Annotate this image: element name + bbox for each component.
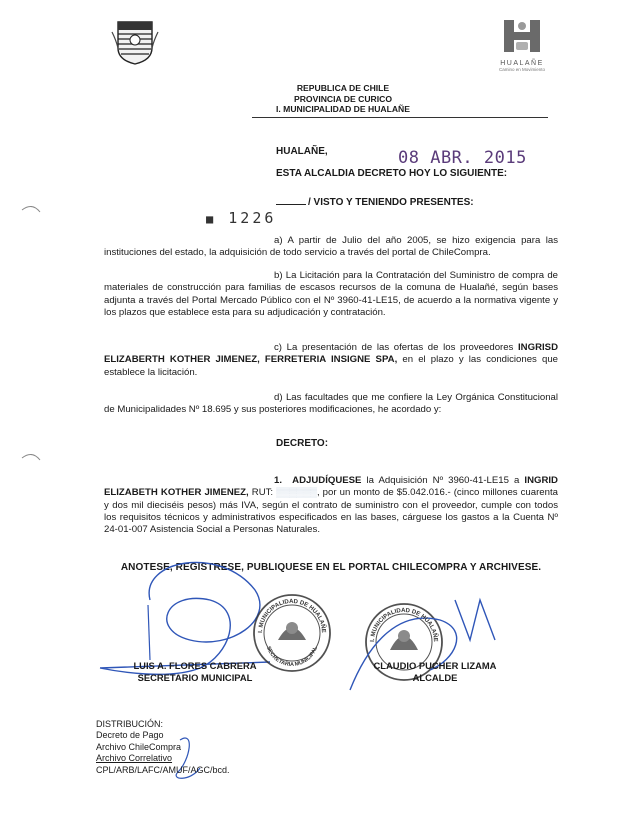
paragraph-d-text: d) Las facultades que me confiere la Ley Orgánica Constitucional de Municipalidades Nº 18.695 y sus posteriores modificaciones, he acordado y: xyxy=(104,392,558,416)
redaction-mark: ▒▒▒▒▒▒ xyxy=(276,487,317,499)
svg-text:SECRETARIA MUNICIPAL xyxy=(265,645,319,668)
paragraph-b-text: b) La Licitación para la Contratación del Suministro de compra de materiales de construcción para familias de escasos recursos de la comuna de Hualañé, según bases adjunta a través del Portal Mercado Público con el Nº 3960-41-LE15, de acuerdo a la normativa vigente y los plazos que establece esta para su adjudicación y contratación. xyxy=(104,270,558,318)
closing-formula: ANOTESE, REGISTRESE, PUBLIQUESE EN EL PORTAL CHILECOMPRA Y ARCHIVESE. xyxy=(120,562,542,573)
mayor-name: CLAUDIO PUCHER LIZAMA xyxy=(373,660,497,671)
decreto-heading: DECRETO: xyxy=(276,438,329,449)
place-label: HUALAÑE, xyxy=(276,146,328,157)
resolution-paragraph xyxy=(104,475,558,536)
awardee-name: INGRID ELIZABETH KOTHER JIMENEZ, xyxy=(104,475,558,499)
visto-blank-line xyxy=(276,195,306,205)
resolution-line1: la Adquisición Nº 3960-41-LE15 a xyxy=(366,475,520,486)
distribution-item: Archivo ChileCompra xyxy=(96,741,182,752)
secretary-name: LUIS A. FLORES CABRERA xyxy=(133,660,257,671)
number-mark-icon: ■ xyxy=(206,212,217,226)
mayor-role: ALCALDE xyxy=(412,672,458,683)
svg-text:I. MUNICIPALIDAD DE HUALAÑE xyxy=(258,599,327,633)
paragraph-c-text xyxy=(104,342,558,379)
hualane-h-icon xyxy=(500,18,544,54)
resolution-verb: ADJUDÍQUESE xyxy=(292,475,362,486)
distribution-item: Archivo Correlativo xyxy=(96,753,173,764)
header-line-province: PROVINCIA DE CURICO xyxy=(293,93,393,104)
resolution-number: 1. xyxy=(274,475,283,486)
left-signature-scribble xyxy=(100,562,270,674)
right-seal-top-text: I. MUNICIPALIDAD DE HUALAÑE xyxy=(369,607,439,643)
header-line-municipality: I. MUNICIPALIDAD DE HUALAÑE xyxy=(276,104,410,114)
logo-tagline: Camino en Movimiento xyxy=(498,67,546,72)
svg-text:I. MUNICIPALIDAD DE HUALAÑE xyxy=(370,608,439,642)
paragraph-a xyxy=(104,235,558,260)
left-seal-bottom-text: SECRETARIA MUNICIPAL xyxy=(265,645,319,669)
left-seal-top-text: I. MUNICIPALIDAD DE HUALAÑE xyxy=(257,598,327,634)
left-signature-stroke xyxy=(148,605,150,660)
paragraph-d xyxy=(104,392,558,417)
distribution-title: DISTRIBUCIÓN: xyxy=(96,719,164,729)
decree-number xyxy=(206,209,276,227)
paragraph-c-prefix: c) La presentación de las ofertas de los proveedores xyxy=(274,342,514,353)
paragraph-c xyxy=(104,342,558,379)
header-line-republic: REPUBLICA DE CHILE xyxy=(296,83,390,93)
signatory-mayor xyxy=(360,660,510,684)
logo-name: HUALAÑE xyxy=(500,60,544,67)
distribution-item: CPL/ARB/LAFC/AMUF/AGC/bcd. xyxy=(96,764,230,775)
distribution-list xyxy=(96,719,230,776)
paragraph-b xyxy=(104,270,558,319)
secretary-role: SECRETARIO MUNICIPAL xyxy=(137,672,253,683)
decree-intro: ESTA ALCALDIA DECRETO HOY LO SIGUIENTE: xyxy=(276,168,508,179)
resolution-rest: , por un monto de $5.042.016.- (cinco millones cuarenta y dos mil dieciséis pesos) más IVA, según el contrato de suministro con el proveedor, cumple con todos los requisitos técnicos y administrativos especificados en las bases, cárguese los gastos a la Cuenta Nº 24-01-007 Asistencia Social a Personas Naturales. xyxy=(104,487,558,536)
municipal-crest-logo xyxy=(110,18,160,66)
hualane-brand-logo xyxy=(492,18,552,80)
rut-label: RUT: xyxy=(251,487,274,499)
date-stamp: 08 ABR. 2015 xyxy=(398,148,527,168)
signatory-secretary xyxy=(120,660,270,684)
visto-heading xyxy=(276,195,474,208)
resolution-text xyxy=(104,475,558,536)
paragraph-a-text: a) A partir de Julio del año 2005, se hizo exigencia para las instituciones del estado, la adquisición de todo servicio a través del portal de ChileCompra. xyxy=(104,235,558,259)
header-divider xyxy=(252,117,548,118)
institution-header xyxy=(258,83,428,115)
distribution-item: Decreto de Pago xyxy=(96,730,164,741)
decree-number-value: 1226 xyxy=(228,209,277,227)
paragraph-c-suffix: en el plazo y las condiciones que establece la licitación. xyxy=(104,354,558,378)
paragraph-c-bidders: INGRISD ELIZABERTH KOTHER JIMENEZ, FERRETERIA INSIGNE SPA, xyxy=(104,342,558,366)
visto-text: / VISTO Y TENIENDO PRESENTES: xyxy=(308,197,474,208)
